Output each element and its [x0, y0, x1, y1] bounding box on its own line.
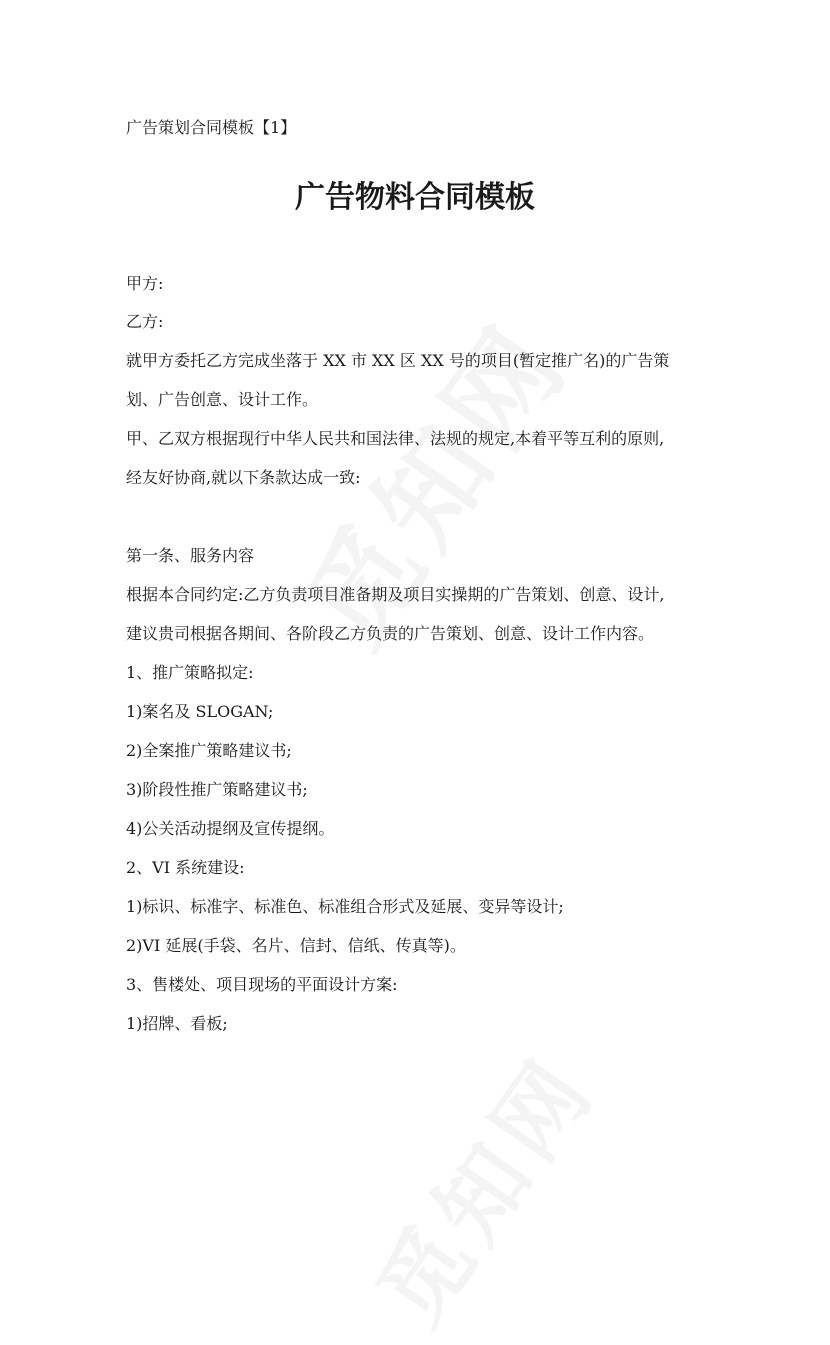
intro-line: 划、广告创意、设计工作。 [126, 390, 319, 409]
list-item: 3、售楼处、项目现场的平面设计方案: [126, 975, 398, 994]
section-heading: 第一条、服务内容 [126, 546, 255, 565]
document-title: 广告物料合同模板 [295, 180, 535, 215]
intro-line: 就甲方委托乙方完成坐落于 XX 市 XX 区 XX 号的项目(暂定推广名)的广告策 [126, 351, 670, 370]
list-item: 1)招牌、看板; [126, 1014, 228, 1033]
list-item: 1)标识、标准字、标准色、标准组合形式及延展、变异等设计; [126, 897, 564, 916]
party-a-label: 甲方: [126, 274, 164, 293]
header-line: 广告策划合同模板【1】 [126, 118, 297, 137]
list-item: 1、推广策略拟定: [126, 663, 254, 682]
list-item: 2)全案推广策略建议书; [126, 741, 292, 760]
body-line: 根据本合同约定:乙方负责项目准备期及项目实操期的广告策划、创意、设计, [126, 585, 665, 604]
list-item: 3)阶段性推广策略建议书; [126, 780, 308, 799]
intro-line: 甲、乙双方根据现行中华人民共和国法律、法规的规定,本着平等互利的原则, [126, 429, 665, 448]
list-item: 4)公关活动提纲及宣传提纲。 [126, 819, 335, 838]
watermark [341, 1025, 620, 1345]
intro-line: 经友好协商,就以下条款达成一致: [126, 468, 361, 487]
list-item: 2)VI 延展(手袋、名片、信封、信纸、传真等)。 [126, 936, 466, 955]
list-item: 1)案名及 SLOGAN; [126, 702, 274, 721]
list-item: 2、VI 系统建设: [126, 858, 245, 877]
body-line: 建议贵司根据各期间、各阶段乙方负责的广告策划、创意、设计工作内容。 [126, 624, 655, 643]
party-b-label: 乙方: [126, 312, 164, 331]
